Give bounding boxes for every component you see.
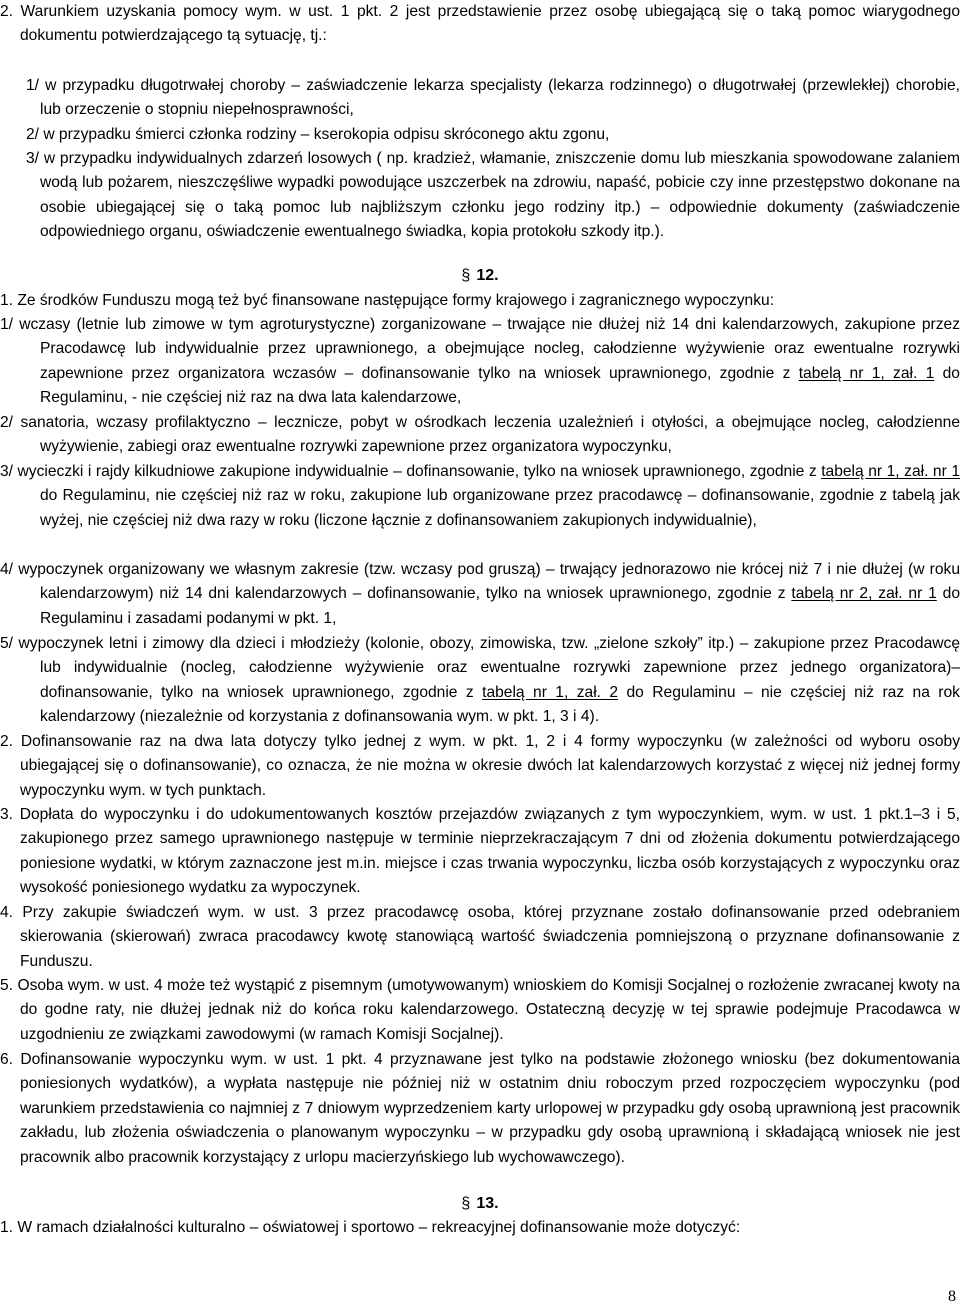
section-number: 12. xyxy=(476,267,499,284)
paragraph-2-item-1: 1/ w przypadku długotrwałej choroby – zaświadczenie lekarza specjalisty (lekarza rodzinnego) o długotrwałej (przewlekłej) chorobie, lub orzeczenie o stopniu niepełnosprawności, xyxy=(26,77,960,119)
table-reference: tabelą nr 1, zał. 2 xyxy=(482,683,619,701)
paragraph-2-item-2: 2/ w przypadku śmierci członka rodziny – kserokopia odpisu skróconego aktu zgonu, xyxy=(26,126,610,143)
section-symbol: § xyxy=(461,267,471,284)
section-12-point-1-item-1: 1/ wczasy (letnie lub zimowe w tym agroturystyczne) zorganizowane – trwające nie dłużej niż 14 dni kalendarzowych, zakupione przez Pracodawcę lub indywidualnie przez uprawnionego, a obejmujące nocleg, całodzienne wyżywienie oraz ewentualne rozrywki zapewnione przez organizatora wczasów – dofinansowanie tylko na wniosek uprawnionego, zgodnie z tabelą nr 1, zał. 1 do Regulaminu, - nie częściej niż raz na dwa lata kalendarzowe, xyxy=(0,316,960,407)
section-12-heading xyxy=(0,264,960,288)
section-12-point-2: 2. Dofinansowanie raz na dwa lata dotyczy tylko jednej z wym. w pkt. 1, 2 i 4 formy wypoczynku (w zależności od wyboru osoby ubiegającej się o dofinansowanie), co oznacza, że nie można w okresie dwóch lat kalendarzowych korzystać z więcej niż jednej formy wypoczynku wym. w tych punktach. xyxy=(0,733,960,799)
paragraph-2: 2. Warunkiem uzyskania pomocy wym. w ust. 1 pkt. 2 jest przedstawienie przez osobę ubiegającą się o taką pomoc wiarygodnego dokumentu potwierdzającego tą sytuację, tj.: xyxy=(0,3,960,45)
section-12-point-4: 4. Przy zakupie świadczeń wym. w ust. 3 przez pracodawcę osoba, której przyznane zostało dofinansowanie przed odebraniem skierowania (skierowań) zwraca pracodawcy kwotę stanowiącą wartość świadczenia pomniejszoną o przyznane dofinansowanie z Funduszu. xyxy=(0,904,960,970)
section-symbol: § xyxy=(461,1195,471,1212)
section-13-heading xyxy=(0,1192,960,1216)
section-12-point-1-item-4: 4/ wypoczynek organizowany we własnym zakresie (tzw. wczasy pod gruszą) – trwający jednorazowo nie krócej niż 7 i nie dłużej (w roku kalendarzowym) niż 14 dni kalendarzowych – dofinansowanie, tylko na wniosek uprawnionego, zgodnie z tabelą nr 2, zał. nr 1 do Regulaminu i zasadami podanymi w pkt. 1, xyxy=(0,561,960,627)
section-12-point-1-item-2: 2/ sanatoria, wczasy profilaktyczno – lecznicze, pobyt w ośrodkach leczenia uzależnień i otyłości, a obejmujące nocleg, całodzienne wyżywienie, zabiegi oraz ewentualne rozrywki zapewnione przez organizatora wypoczynku, xyxy=(0,414,960,456)
section-13-point-1: 1. W ramach działalności kulturalno – oświatowej i sportowo – rekreacyjnej dofinansowanie może dotyczyć: xyxy=(0,1219,741,1236)
section-12-point-1: 1. Ze środków Funduszu mogą też być finansowane następujące formy krajowego i zagranicznego wypoczynku: xyxy=(0,292,775,309)
section-12-point-6: 6. Dofinansowanie wypoczynku wym. w ust. 1 pkt. 4 przyznawane jest tylko na podstawie złożonego wniosku (bez dokumentowania poniesionych wydatków), a wypłata następuje nie później niż w ostatnim dniu roboczym przed rozpoczęciem wypoczynku (pod warunkiem przedstawienia co najmniej z 7 dniowym wyprzedzeniem karty urlopowej w przypadku gdy osobą uprawnioną jest pracownik zakładu, lub złożenia oświadczenia o planowanym wypoczynku – w przypadku gdy osobą uprawnioną i składającą wniosek nie jest pracownik albo pracownik korzystający z urlopu macierzyńskiego lub wychowawczego). xyxy=(0,1051,960,1166)
paragraph-2-item-3: 3/ w przypadku indywidualnych zdarzeń losowych ( np. kradzież, włamanie, zniszczenie domu lub mieszkania spowodowane zalaniem wodą lub pożarem, nieszczęśliwe wypadki powodujące uszczerbek na zdrowiu, napaść, pobicie czy inne przestępstwo dokonane na osobie ubiegającej się o taką pomoc lub najbliższym członku jego rodziny itp.) – odpowiednie dokumenty (zaświadczenie odpowiedniego organu, oświadczenie ewentualnego świadka, kopia protokołu szkody itp.). xyxy=(26,150,960,241)
section-12-point-3: 3. Dopłata do wypoczynku i do udokumentowanych kosztów przejazdów związanych z tym wypoczynkiem, wym. w ust. 1 pkt.1–3 i 5, zakupionego przez samego uprawnionego następuje w terminie nieprzekraczającym 7 dni od złożenia dokumentu potwierdzającego poniesione wydatki, w którym zaznaczone jest m.in. miejsce i czas trwania wypoczynku, liczba osób korzystających z wypoczynku oraz wysokość poniesionego wydatku za wypoczynek. xyxy=(0,806,960,897)
table-reference: tabelą nr 1, zał. nr 1 xyxy=(821,463,960,480)
section-12-point-1-item-3: 3/ wycieczki i rajdy kilkudniowe zakupione indywidualnie – dofinansowanie, tylko na wniosek uprawnionego, zgodnie z tabelą nr 1, zał. nr 1 do Regulaminu, nie częściej niż raz w roku, zakupione lub organizowane przez pracodawcę – dofinansowanie, zgodnie z tabelą jak wyżej, nie częściej niż dwa razy w roku (liczone łącznie z dofinansowaniem zakupionych indywidualnie), xyxy=(0,463,960,529)
section-12-point-1-item-5: 5/ wypoczynek letni i zimowy dla dzieci i młodzieży (kolonie, obozy, zimowiska, tzw. „zielone szkoły” itp.) – zakupione przez Pracodawcę lub indywidualnie (nocleg, całodzienne wyżywienie oraz ewentualne rozrywki zapewnione przez jednego organizatora)– dofinansowanie, tylko na wniosek uprawnionego, zgodnie z tabelą nr 1, zał. 2 do Regulaminu – nie częściej niż raz na rok kalendarzowy (niezależnie od korzystania z dofinansowania wym. w pkt. 1, 3 i 4). xyxy=(0,635,960,726)
table-reference: tabelą nr 1, zał. 1 xyxy=(798,364,935,382)
page-number: 8 xyxy=(948,1288,956,1305)
section-number: 13. xyxy=(476,1195,499,1212)
table-reference: tabelą nr 2, zał. nr 1 xyxy=(791,585,937,603)
section-12-point-5: 5. Osoba wym. w ust. 4 może też wystąpić z pisemnym (umotywowanym) wnioskiem do Komisji Socjalnej o rozłożenie zwracanej kwoty na do godne raty, nie dłużej jednak niż do końca roku kalendarzowego. Ostateczną decyzję w tej sprawie podejmuje Pracodawca w uzgodnieniu ze związkami zawodowymi (w ramach Komisji Socjalnej). xyxy=(0,977,960,1043)
